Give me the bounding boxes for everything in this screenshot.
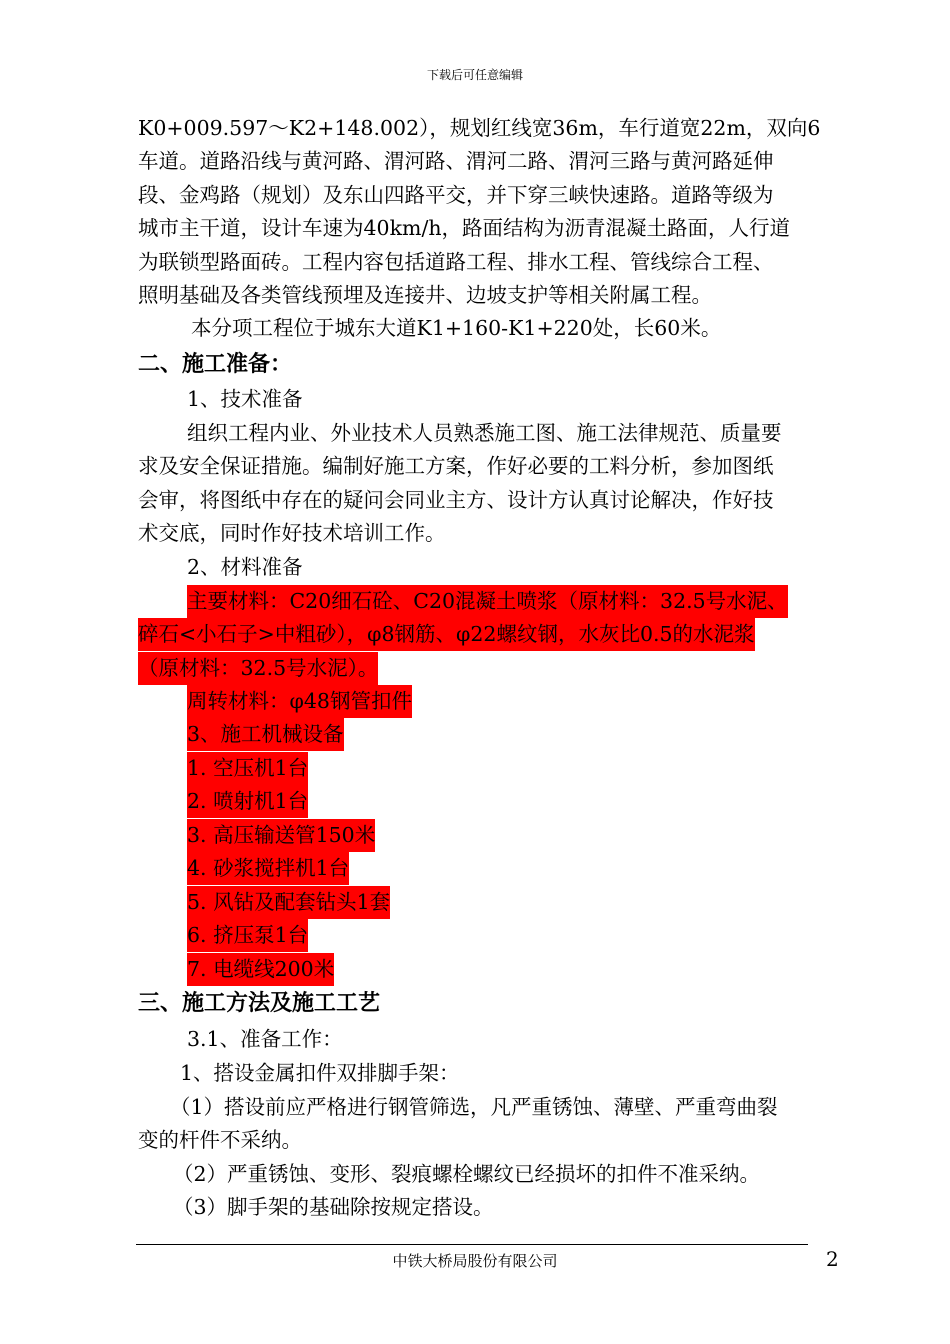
section-heading: 三、施工方法及施工工艺 (138, 991, 381, 1016)
body-line: 车道。道路沿线与黄河路、渭河路、渭河二路、渭河三路与黄河路延伸 (138, 149, 774, 173)
machine-item: 2. 喷射机1台 (187, 785, 308, 818)
machine-item: 1. 空压机1台 (187, 752, 308, 785)
machine-item: 5. 风钻及配套钻头1套 (187, 886, 390, 919)
body-line: 照明基础及各类管线预埋及连接井、边坡支护等相关附属工程。 (138, 283, 712, 307)
footer-company: 中铁大桥局股份有限公司 (392, 1252, 558, 1270)
subsection-heading: 2、材料准备 (187, 555, 303, 579)
body-line: 会审，将图纸中存在的疑问会同业主方、设计方认真讨论解决，作好技 (138, 488, 774, 512)
body-line: （1）搭设前应严格进行钢管筛选，凡严重锈蚀、薄壁、严重弯曲裂 (170, 1095, 778, 1119)
page-header: 下载后可任意编辑 (426, 68, 523, 82)
body-line: （3）脚手架的基础除按规定搭设。 (173, 1195, 494, 1219)
highlighted-line: 周转材料：φ48钢管扣件 (187, 685, 412, 718)
page-number: 2 (826, 1247, 839, 1271)
highlighted-line: 3、施工机械设备 (187, 718, 344, 751)
highlighted-line: 主要材料：C20细石砼、C20混凝土喷浆（原材料：32.5号水泥、 (187, 585, 788, 618)
subsection-heading: 1、技术准备 (187, 387, 303, 411)
body-line: 组织工程内业、外业技术人员熟悉施工图、施工法律规范、质量要 (187, 421, 782, 445)
body-line: 为联锁型路面砖。工程内容包括道路工程、排水工程、管线综合工程、 (138, 250, 774, 274)
machine-item: 3. 高压输送管150米 (187, 819, 375, 852)
machine-item: 7. 电缆线200米 (187, 953, 334, 986)
machine-item: 6. 挤压泵1台 (187, 919, 308, 952)
highlighted-line: （原材料：32.5号水泥）。 (138, 652, 378, 685)
body-line: 本分项工程位于城东大道K1+160-K1+220处，长60米。 (191, 316, 722, 340)
footer-divider (136, 1244, 808, 1245)
section-heading: 二、施工准备： (138, 352, 293, 377)
body-line: （2）严重锈蚀、变形、裂痕螺栓螺纹已经损坏的扣件不准采纳。 (173, 1162, 761, 1186)
body-line: 术交底，同时作好技术培训工作。 (138, 521, 446, 545)
highlighted-line: 碎石<小石子>中粗砂），φ8钢筋、φ22螺纹钢，水灰比0.5的水泥浆 (138, 618, 755, 651)
body-line: 城市主干道，设计车速为40km/h，路面结构为沥青混凝土路面，人行道 (138, 216, 791, 240)
body-line: 段、金鸡路（规划）及东山四路平交，并下穿三峡快速路。道路等级为 (138, 183, 774, 207)
body-line: 变的杆件不采纳。 (138, 1128, 302, 1152)
machine-item: 4. 砂浆搅拌机1台 (187, 852, 349, 885)
subsection-heading: 3.1、准备工作： (187, 1027, 343, 1051)
body-line: 1、搭设金属扣件双排脚手架： (180, 1061, 460, 1085)
body-line: 求及安全保证措施。编制好施工方案，作好必要的工料分析，参加图纸 (138, 454, 774, 478)
body-line: K0+009.597～K2+148.002），规划红线宽36m，车行道宽22m，双向6 (138, 116, 821, 140)
